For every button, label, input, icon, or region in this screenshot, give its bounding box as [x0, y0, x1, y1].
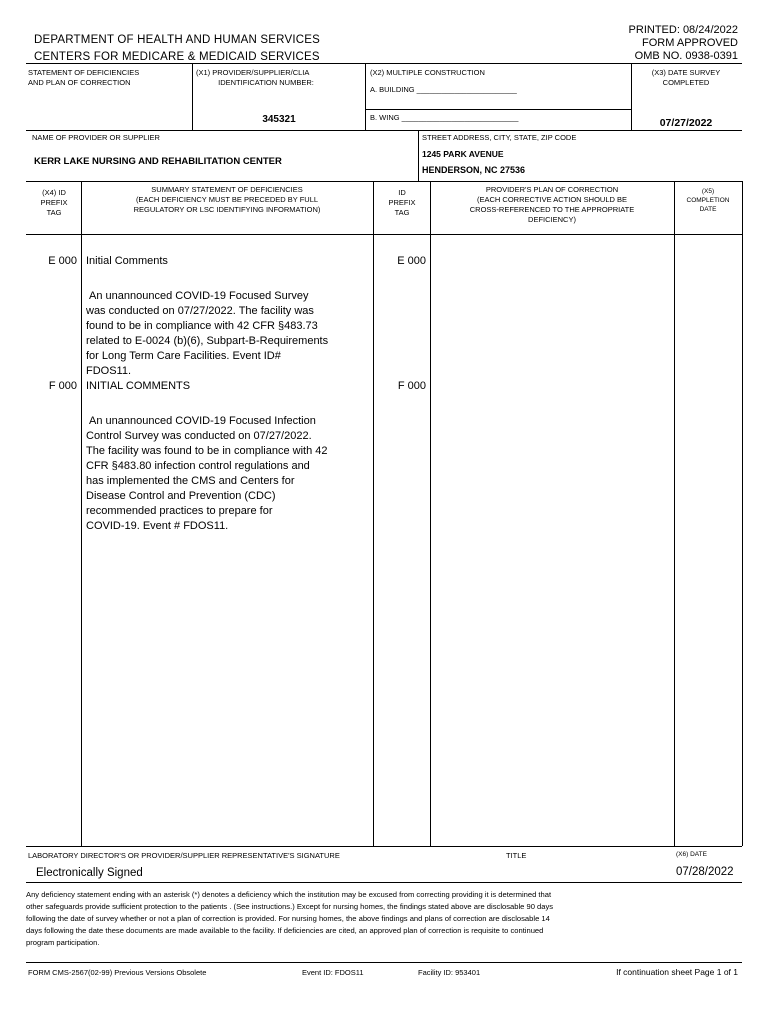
- x3-label: (X3) DATE SURVEY: [651, 68, 721, 77]
- divider: [192, 63, 193, 131]
- x2-label: (X2) MULTIPLE CONSTRUCTION: [370, 68, 485, 77]
- divider: [418, 130, 419, 181]
- provider-name: KERR LAKE NURSING AND REHABILITATION CENTER: [34, 156, 282, 167]
- form-number: FORM CMS-2567(02-99) Previous Versions Obsolete: [28, 968, 207, 977]
- signed-date: 07/28/2022: [676, 866, 734, 878]
- entry-text-line: was conducted on 07/27/2022. The facility was: [86, 305, 314, 317]
- statement-label-2: AND PLAN OF CORRECTION: [28, 78, 131, 87]
- x4-header-3: TAG: [46, 208, 62, 217]
- entry-text-line: Disease Control and Prevention (CDC): [86, 490, 276, 502]
- entry-title: Initial Comments: [86, 255, 168, 267]
- date-label: (X6) DATE: [676, 851, 707, 858]
- id-header-3: TAG: [394, 208, 410, 217]
- x1-label: (X1) PROVIDER/SUPPLIER/CLIA: [196, 68, 310, 77]
- event-id: Event ID: FDOS11: [302, 968, 364, 977]
- divider: [365, 63, 366, 131]
- continuation-note: If continuation sheet Page 1 of 1: [616, 967, 738, 977]
- column-line: [373, 181, 374, 846]
- plan-header-3: CROSS-REFERENCED TO THE APPROPRIATE: [469, 205, 635, 214]
- entry-text-line: An unannounced COVID-19 Focused Infection: [89, 415, 316, 427]
- disclaimer: [26, 889, 742, 949]
- entry-text-line: COVID-19. Event # FDOS11.: [86, 520, 229, 532]
- x1-label-2: IDENTIFICATION NUMBER:: [218, 78, 314, 87]
- summary-header-2: (EACH DEFICIENCY MUST BE PRECEDED BY FULL: [135, 195, 319, 204]
- disclaimer-line: program participation.: [26, 938, 100, 947]
- entry-text-line: CFR §483.80 infection control regulations and: [86, 460, 310, 472]
- disclaimer-line: other safeguards provide sufficient protection to the patients . (See instructions.) Except for nursing homes, the findings stated above are disclosable 90 days: [26, 902, 554, 911]
- survey-date: 07/27/2022: [659, 117, 713, 129]
- agency-name: DEPARTMENT OF HEALTH AND HUMAN SERVICES: [34, 34, 320, 46]
- address-line-1: 1245 PARK AVENUE: [422, 149, 504, 159]
- divider: [26, 846, 742, 847]
- title-label: TITLE: [506, 851, 527, 860]
- divider: [26, 181, 742, 182]
- entry-text-line: for Long Term Care Facilities. Event ID#: [86, 350, 281, 362]
- x4-header: (X4) ID: [42, 188, 66, 197]
- prefix-tag: E 000: [48, 255, 77, 267]
- entry-text-line: found to be in compliance with 42 CFR §483.73: [86, 320, 318, 332]
- column-line: [81, 181, 82, 846]
- disclaimer-line: following the date of survey whether or not a plan of correction is provided. For nursing homes, the above findings and plans of correction are disclosable 14: [26, 914, 550, 923]
- statement-label: STATEMENT OF DEFICIENCIES: [28, 68, 140, 77]
- prefix-tag: F 000: [48, 380, 77, 392]
- building-field: A. BUILDING ________________________: [370, 85, 517, 94]
- column-line: [742, 181, 743, 846]
- x5-header-3: DATE: [699, 206, 717, 213]
- id-header: ID: [398, 188, 406, 197]
- divider: [26, 882, 742, 883]
- wing-field: B. WING ____________________________: [370, 113, 519, 122]
- plan-header-4: DEFICIENCY): [528, 215, 576, 224]
- footer-rule: [26, 962, 742, 963]
- column-line: [674, 181, 675, 846]
- summary-header-3: REGULATORY OR LSC IDENTIFYING INFORMATION): [133, 205, 321, 214]
- entry-text-line: Control Survey was conducted on 07/27/2022.: [86, 430, 312, 442]
- provider-name-label: NAME OF PROVIDER OR SUPPLIER: [32, 133, 160, 142]
- address-line-2: HENDERSON, NC 27536: [422, 165, 526, 175]
- divider: [631, 63, 632, 131]
- entry-text-line: recommended practices to prepare for: [86, 505, 273, 517]
- x5-header-2: COMPLETION: [686, 197, 730, 204]
- id-prefix-tag: F 000: [397, 380, 426, 392]
- provider-id: 345321: [262, 114, 296, 125]
- plan-header: PROVIDER'S PLAN OF CORRECTION: [485, 185, 619, 194]
- x4-header-2: PREFIX: [40, 198, 68, 207]
- x3-label-2: COMPLETED: [662, 78, 710, 87]
- address-label: STREET ADDRESS, CITY, STATE, ZIP CODE: [422, 133, 577, 142]
- entry-text-line: related to E-0024 (b)(6), Subpart-B-Requirements: [86, 335, 329, 347]
- entry-text-line: An unannounced COVID-19 Focused Survey: [89, 290, 309, 302]
- plan-header-2: (EACH CORRECTIVE ACTION SHOULD BE: [476, 195, 628, 204]
- form-approved: FORM APPROVED: [642, 37, 738, 49]
- disclaimer-line: days following the date these documents are made available to the facility. If deficiencies are cited, an approved plan of correction is requisite to continued: [26, 926, 544, 935]
- entry-title: INITIAL COMMENTS: [86, 380, 191, 392]
- signature-label: LABORATORY DIRECTOR'S OR PROVIDER/SUPPLIER REPRESENTATIVE'S SIGNATURE: [28, 851, 340, 860]
- divider: [26, 234, 742, 235]
- entry-text-line: FDOS11.: [86, 365, 132, 377]
- divider: [365, 109, 631, 110]
- id-prefix-tag: E 000: [397, 255, 426, 267]
- entry-text-line: has implemented the CMS and Centers for: [86, 475, 295, 487]
- facility-id: Facility ID: 953401: [418, 968, 481, 977]
- id-header-2: PREFIX: [388, 198, 416, 207]
- printed-date: PRINTED: 08/24/2022: [628, 24, 738, 36]
- agency-subname: CENTERS FOR MEDICARE & MEDICAID SERVICES: [34, 51, 320, 63]
- entry-text-line: The facility was found to be in compliance with 42: [86, 445, 328, 457]
- omb-number: OMB NO. 0938-0391: [634, 50, 738, 62]
- x5-header: (X5): [701, 188, 715, 195]
- summary-header: SUMMARY STATEMENT OF DEFICIENCIES: [151, 185, 303, 194]
- column-line: [430, 181, 431, 846]
- top-rule: [26, 63, 742, 64]
- signature-value: Electronically Signed: [36, 867, 143, 879]
- divider: [26, 130, 742, 131]
- disclaimer-line: Any deficiency statement ending with an asterisk (*) denotes a deficiency which the institution may be excused from correcting providing it is determined that: [26, 890, 552, 899]
